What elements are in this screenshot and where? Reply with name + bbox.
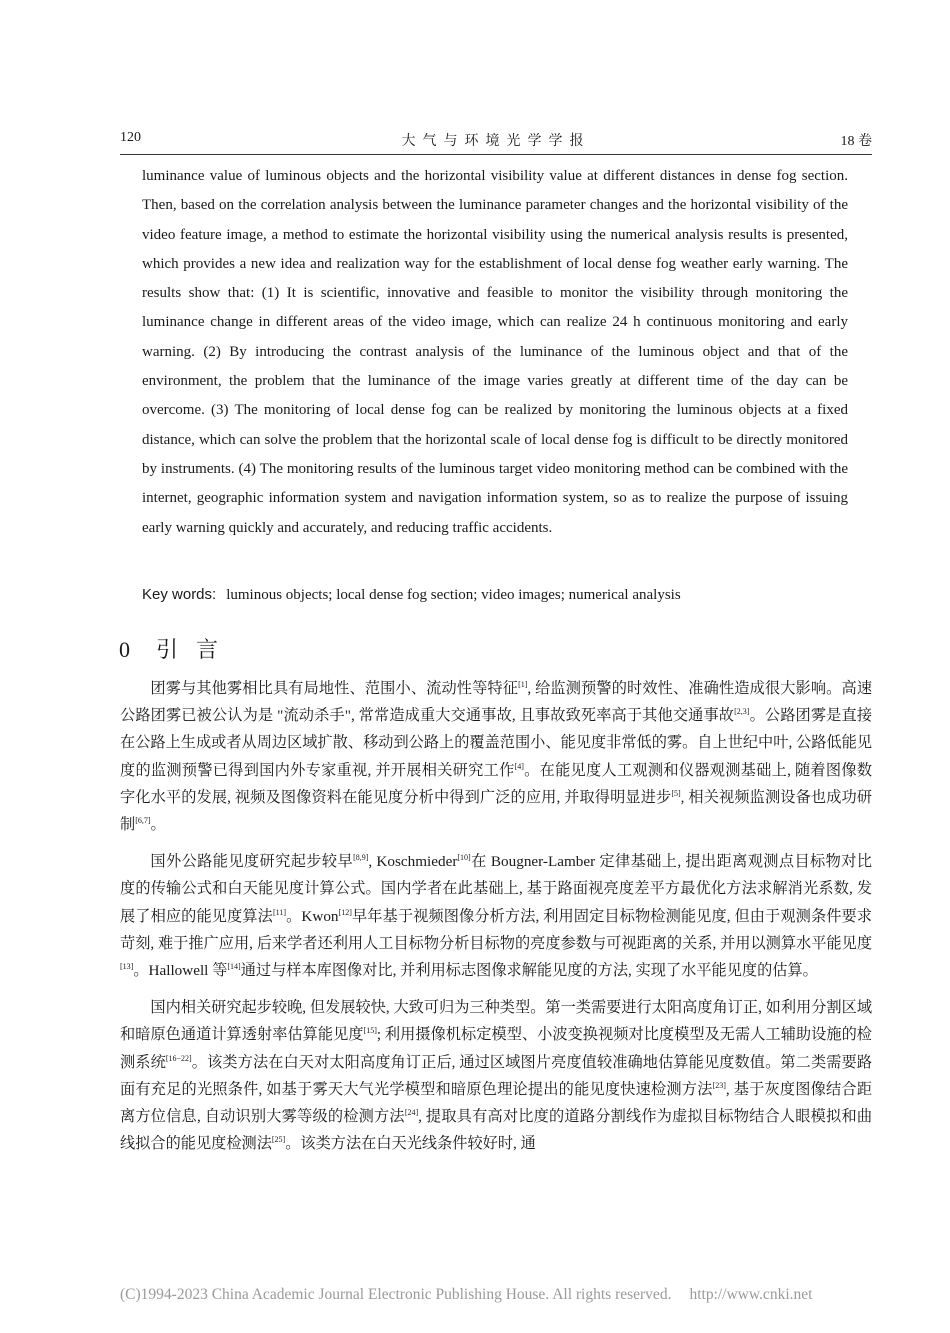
page-footer [120, 1286, 872, 1304]
paragraph-text: 。公路团雾是直接在公路上生成或者从周边区域扩散、移动到公路上的覆盖范围小、能见度非常低的雾。自上世纪中叶, 公路低能见度的监测预警已得到国内外专家重视, 并开展相关研究工作 [120, 707, 873, 779]
citation-ref[interactable]: [24] [404, 1108, 419, 1118]
citation-ref[interactable]: [15] [363, 1026, 377, 1036]
paragraph-text: 。Kwon [286, 907, 339, 925]
paragraph-text: 在 Bougner-Lamber 定律基础上, 提出距离观测点目标物对比度的传输公式和白天能见度计算公式。国内学者在此基础上, 基于路面视亮度差平方最优化方法求解消光系数, 发展了相应的能见度算法 [120, 853, 873, 925]
section-title: 引言 [156, 637, 237, 662]
paragraph-text: 团雾与其他雾相比具有局地性、范围小、流动性等特征 [150, 680, 519, 697]
paragraph-text: 国外公路能见度研究起步较早 [150, 853, 354, 871]
paragraph-text: 。 [150, 816, 166, 834]
citation-ref[interactable]: [25] [271, 1135, 286, 1145]
citation-ref[interactable]: [11] [272, 907, 286, 917]
page-number: 120 [120, 130, 141, 145]
paragraph-text: , Koschmieder [368, 853, 458, 871]
keywords-text: luminous objects; local dense fog section; video images; numerical analysis [226, 587, 681, 603]
cnki-url: http://www.cnki.net [689, 1286, 813, 1303]
citation-ref[interactable]: [10] [457, 853, 471, 863]
volume-label: 18 卷 [840, 134, 872, 149]
paragraph-text: 。Hallowell 等 [133, 962, 228, 980]
citation-ref[interactable]: [14] [227, 962, 241, 972]
keywords [142, 583, 848, 607]
citation-ref[interactable]: [12] [338, 907, 352, 917]
paragraph-text: , 给监测预警的时效性、准确性造成很大影响。高速公路团雾已被公认为是 "流动杀手", 常常造成重大交通事故, 且事故致死率高于其他交通事故 [120, 680, 873, 725]
copyright-notice: (C)1994-2023 China Academic Journal Electronic Publishing House. All rights reserved. [120, 1286, 672, 1303]
body-paragraph [120, 675, 872, 838]
journal-title: 大气与环境光学学报 [401, 134, 591, 149]
citation-ref[interactable]: [5] [671, 788, 681, 798]
keywords-label: Key words: [142, 586, 217, 603]
paragraph-text: 通过与样本库图像对比, 并利用标志图像求解能见度的方法, 实现了水平能见度的估算。 [240, 962, 818, 980]
citation-ref[interactable]: [8,9] [353, 853, 369, 863]
citation-ref[interactable]: [16−22] [165, 1053, 192, 1063]
citation-ref[interactable]: [13] [120, 962, 134, 972]
paragraph-text: 。在能见度人工观测和仪器观测基础上, 随着图像数字化水平的发展, 视频及图像资料在能见度分析中得到广泛的应用, 并取得明显进步 [120, 761, 873, 806]
body-paragraph [120, 994, 872, 1157]
paragraph-text: ; 利用摄像机标定模型、小波变换视频对比度模型及无需人工辅助设施的检测系统 [120, 1026, 872, 1071]
citation-ref[interactable]: [2,3] [734, 707, 750, 717]
citation-ref[interactable]: [23] [712, 1080, 726, 1090]
paragraph-text: 早年基于视频图像分析方法, 利用固定目标物检测能见度, 但由于观测条件要求苛刻, 难于推广应用, 后来学者还利用人工目标物分析目标物的亮度参数与可视距离的关系, 并用以测算水平能见度 [120, 907, 873, 952]
citation-ref[interactable]: [1] [518, 680, 528, 689]
paragraph-text: 。该类方法在白天对太阳高度角订正后, 通过区域图片亮度值较准确地估算能见度数值。第二类需要路面有充足的光照条件, 如基于雾天大气光学模型和暗原色理论提出的能见度快速检测方法 [120, 1053, 872, 1098]
paragraph-text: , 提取具有高对比度的道路分割线作为虚拟目标物结合人眼模拟和曲线拟合的能见度检测法 [120, 1108, 873, 1153]
paragraph-text: 国内相关研究起步较晚, 但发展较快, 大致可归为三种类型。第一类需要进行太阳高度角订正, 如利用分割区域和暗原色通道计算透射率估算能见度 [120, 999, 872, 1044]
citation-ref[interactable]: [6,7] [135, 816, 151, 826]
page-header [120, 130, 872, 152]
body-paragraph [120, 848, 872, 984]
body-text [120, 675, 872, 1167]
section-number: 0 [119, 637, 130, 662]
paragraph-text: 。该类方法在白天光线条件较好时, 通 [285, 1135, 536, 1153]
paragraph-text: , 基于灰度图像结合距离方位信息, 自动识别大雾等级的检测方法 [120, 1080, 873, 1126]
section-heading [119, 633, 236, 664]
english-abstract: luminance value of luminous objects and the horizontal visibility value at different distances in dense fog section. Then, based on the correlation analysis between the luminance parameter changes and the horizontal visibility of the video feature image, a method to estimate the horizontal visibility using the numerical analysis results is presented, which provides a new idea and realization way for the establishment of local dense fog weather early warning. The results show that: (1) It is scientific, innovative and feasible to monitor the visibility through monitoring the luminance change in different areas of the video image, which can realize 24 h continuous monitoring and early warning. (2) By introducing the contrast analysis of the luminance of the luminous object and that of the environment, the problem that the luminance of the image varies greatly at different time of the day can be overcome. (3) The monitoring of local dense fog can be realized by monitoring the luminous objects at a fixed distance, which can solve the problem that the horizontal scale of local dense fog is difficult to be directly monitored by instruments. (4) The monitoring results of the luminous target video monitoring method can be combined with the internet, geographic information system and navigation information system, so as to realize the purpose of issuing early warning quickly and accurately, and reducing traffic accidents. [142, 168, 848, 536]
citation-ref[interactable]: [4] [514, 761, 524, 771]
paragraph-text: , 相关视频监测设备也成功研制 [120, 788, 873, 834]
header-rule [120, 154, 872, 155]
